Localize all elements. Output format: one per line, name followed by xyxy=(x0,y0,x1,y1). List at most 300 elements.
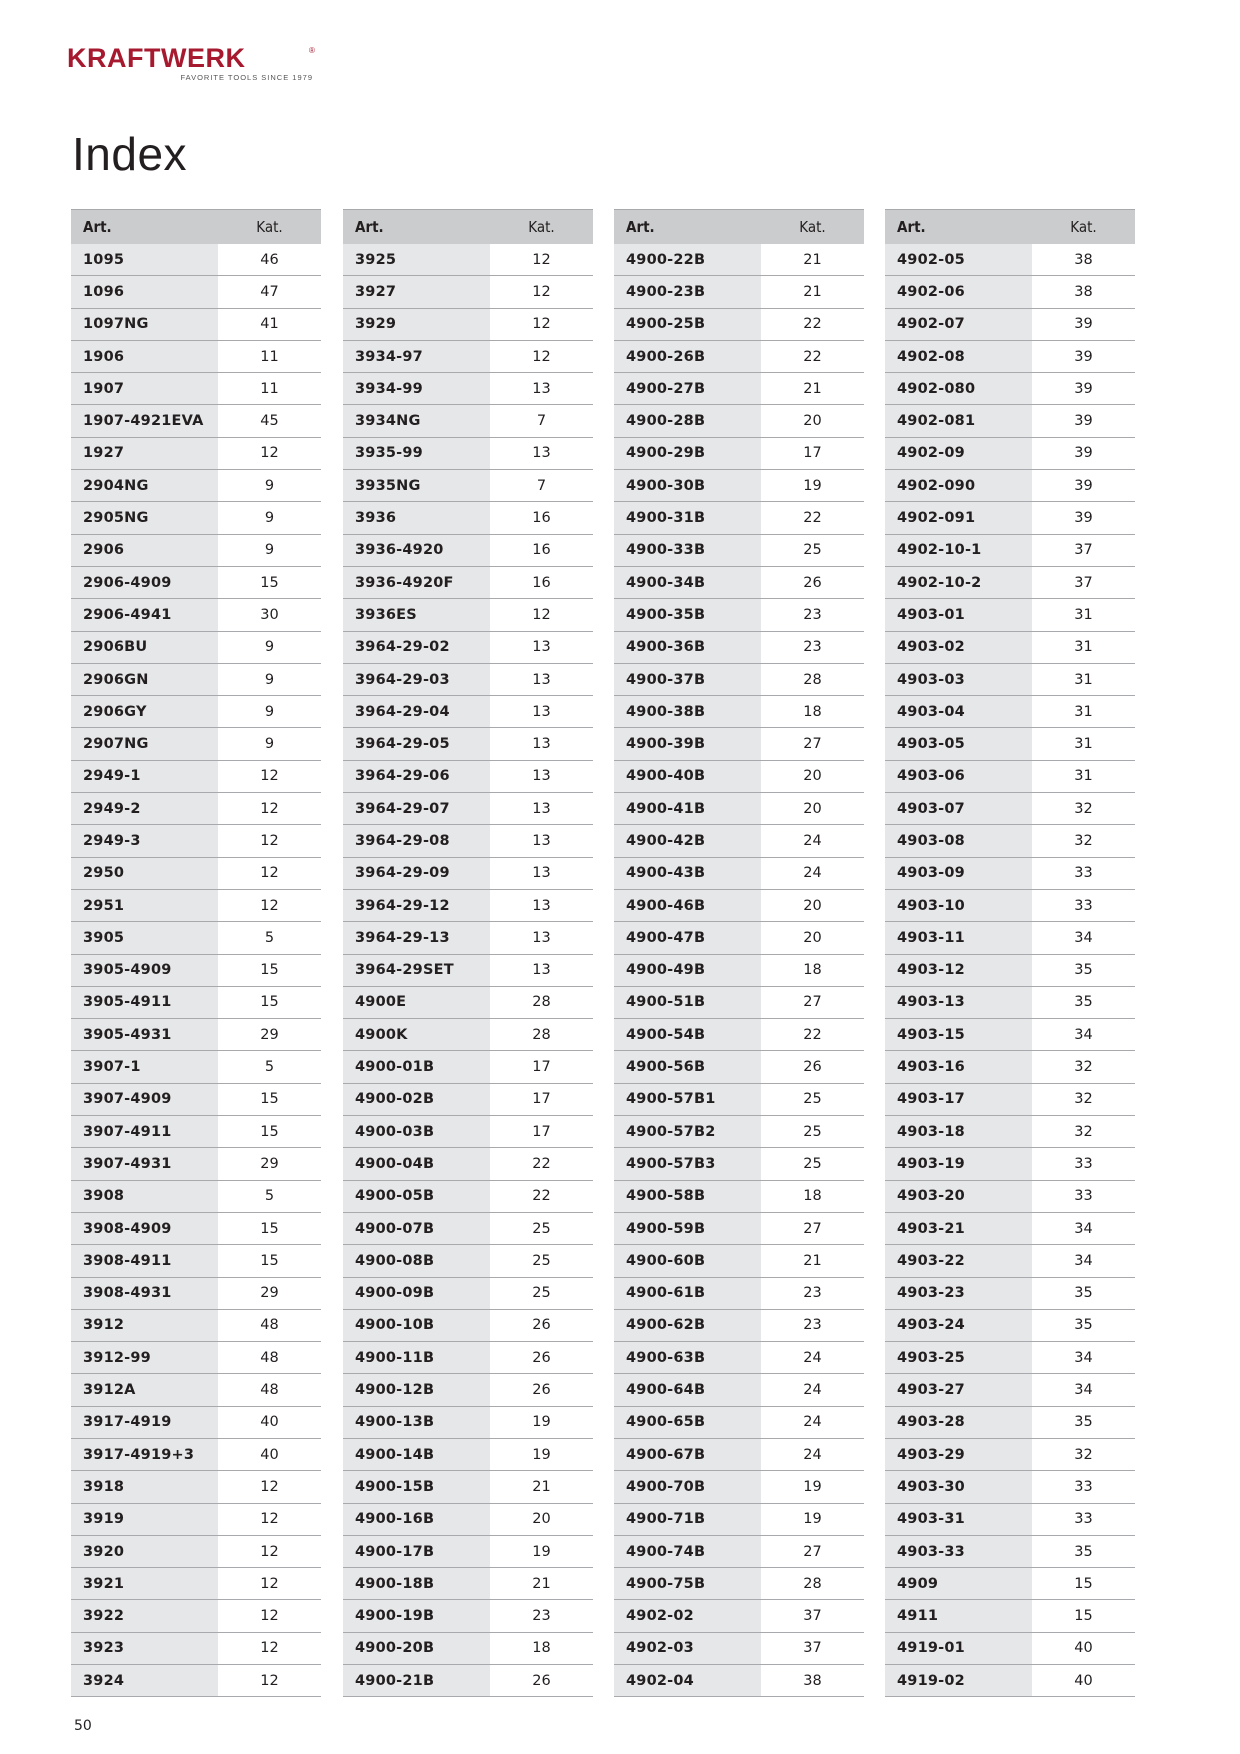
catalog-page: 24 xyxy=(761,825,864,856)
article-number: 4900-30B xyxy=(614,470,761,501)
catalog-page: 12 xyxy=(490,309,593,340)
catalog-page: 32 xyxy=(1032,1439,1135,1470)
article-number: 4900-36B xyxy=(614,632,761,663)
article-number: 4900-01B xyxy=(343,1051,490,1082)
article-number: 4900-08B xyxy=(343,1245,490,1276)
catalog-page: 18 xyxy=(761,696,864,727)
catalog-page: 38 xyxy=(761,1665,864,1696)
article-number: 4900-65B xyxy=(614,1407,761,1438)
catalog-page: 26 xyxy=(490,1342,593,1373)
article-number: 3907-4931 xyxy=(71,1148,218,1179)
article-number: 4900-74B xyxy=(614,1536,761,1567)
table-row xyxy=(71,470,321,502)
catalog-page: 26 xyxy=(490,1665,593,1696)
table-row xyxy=(71,502,321,534)
article-number: 4902-080 xyxy=(885,373,1032,404)
table-row xyxy=(614,1148,864,1180)
catalog-page: 23 xyxy=(761,1310,864,1341)
table-row xyxy=(885,1245,1135,1277)
article-number: 4911 xyxy=(885,1600,1032,1631)
table-row xyxy=(343,1245,593,1277)
page-title: Index xyxy=(72,128,188,180)
table-row xyxy=(885,632,1135,664)
catalog-page: 13 xyxy=(490,922,593,953)
article-number: 4909 xyxy=(885,1568,1032,1599)
catalog-page: 48 xyxy=(218,1374,321,1405)
table-row xyxy=(885,1148,1135,1180)
table-row xyxy=(614,502,864,534)
table-row xyxy=(343,793,593,825)
catalog-page: 19 xyxy=(490,1439,593,1470)
catalog-page: 25 xyxy=(761,535,864,566)
catalog-page: 31 xyxy=(1032,632,1135,663)
table-row xyxy=(71,1148,321,1180)
table-header xyxy=(71,209,321,244)
table-row xyxy=(71,1633,321,1665)
catalog-page: 12 xyxy=(218,1471,321,1502)
catalog-page: 26 xyxy=(490,1374,593,1405)
table-row xyxy=(343,1084,593,1116)
article-number: 4903-24 xyxy=(885,1310,1032,1341)
catalog-page: 24 xyxy=(761,1374,864,1405)
table-row xyxy=(885,793,1135,825)
article-number: 3964-29-05 xyxy=(343,728,490,759)
article-number: 4900-11B xyxy=(343,1342,490,1373)
table-row xyxy=(614,632,864,664)
article-number: 3917-4919+3 xyxy=(71,1439,218,1470)
table-row xyxy=(885,309,1135,341)
article-number: 4903-11 xyxy=(885,922,1032,953)
table-row xyxy=(71,1439,321,1471)
catalog-page: 21 xyxy=(761,276,864,307)
catalog-page: 25 xyxy=(761,1116,864,1147)
article-number: 4903-21 xyxy=(885,1213,1032,1244)
article-number: 4903-15 xyxy=(885,1019,1032,1050)
table-row xyxy=(343,1278,593,1310)
catalog-page: 31 xyxy=(1032,696,1135,727)
article-number: 4900-42B xyxy=(614,825,761,856)
article-number: 4919-02 xyxy=(885,1665,1032,1696)
article-number: 4900-58B xyxy=(614,1181,761,1212)
catalog-page: 24 xyxy=(761,1439,864,1470)
table-row xyxy=(614,309,864,341)
catalog-page: 28 xyxy=(490,987,593,1018)
article-number: 3927 xyxy=(343,276,490,307)
table-row xyxy=(885,1051,1135,1083)
catalog-page: 12 xyxy=(218,761,321,792)
article-number: 2951 xyxy=(71,890,218,921)
table-row xyxy=(614,890,864,922)
catalog-page: 24 xyxy=(761,1407,864,1438)
article-number: 4900-34B xyxy=(614,567,761,598)
catalog-page: 39 xyxy=(1032,470,1135,501)
table-row xyxy=(71,728,321,760)
article-number: 3964-29SET xyxy=(343,955,490,986)
article-number: 4900-57B2 xyxy=(614,1116,761,1147)
table-row xyxy=(885,1278,1135,1310)
table-row xyxy=(614,438,864,470)
catalog-page: 37 xyxy=(761,1600,864,1631)
article-number: 4903-29 xyxy=(885,1439,1032,1470)
article-number: 4902-06 xyxy=(885,276,1032,307)
table-row xyxy=(885,1084,1135,1116)
index-table-4 xyxy=(885,209,1135,1697)
catalog-page: 5 xyxy=(218,1181,321,1212)
table-row xyxy=(885,1407,1135,1439)
catalog-page: 38 xyxy=(1032,276,1135,307)
catalog-page: 29 xyxy=(218,1278,321,1309)
catalog-page: 25 xyxy=(761,1084,864,1115)
table-row xyxy=(614,696,864,728)
table-row xyxy=(885,664,1135,696)
catalog-page: 16 xyxy=(490,567,593,598)
table-row xyxy=(343,955,593,987)
article-number: 3964-29-04 xyxy=(343,696,490,727)
article-number: 3905-4909 xyxy=(71,955,218,986)
table-row xyxy=(71,1407,321,1439)
article-number: 4900-41B xyxy=(614,793,761,824)
catalog-page: 29 xyxy=(218,1019,321,1050)
article-number: 3919 xyxy=(71,1504,218,1535)
article-number: 4900-38B xyxy=(614,696,761,727)
table-row xyxy=(343,1051,593,1083)
article-number: 4919-01 xyxy=(885,1633,1032,1664)
article-number: 3964-29-03 xyxy=(343,664,490,695)
catalog-page: 12 xyxy=(218,1504,321,1535)
article-number: 4900-57B1 xyxy=(614,1084,761,1115)
catalog-page: 33 xyxy=(1032,1148,1135,1179)
table-row xyxy=(71,276,321,308)
article-number: 3936 xyxy=(343,502,490,533)
article-number: 3918 xyxy=(71,1471,218,1502)
table-row xyxy=(614,825,864,857)
catalog-page: 17 xyxy=(490,1116,593,1147)
catalog-page: 12 xyxy=(218,890,321,921)
article-number: 1907-4921EVA xyxy=(71,405,218,436)
article-number: 4903-01 xyxy=(885,599,1032,630)
article-number: 4900-03B xyxy=(343,1116,490,1147)
article-number: 3925 xyxy=(343,244,490,275)
article-number: 3935-99 xyxy=(343,438,490,469)
table-row xyxy=(885,1342,1135,1374)
article-number: 4900-59B xyxy=(614,1213,761,1244)
article-number: 3908-4909 xyxy=(71,1213,218,1244)
table-row xyxy=(885,1471,1135,1503)
catalog-page: 15 xyxy=(218,1213,321,1244)
table-row xyxy=(343,664,593,696)
article-number: 4903-06 xyxy=(885,761,1032,792)
table-row xyxy=(71,890,321,922)
table-row xyxy=(614,535,864,567)
brand-wordmark: KRAFTWERK xyxy=(67,43,246,73)
catalog-page: 25 xyxy=(490,1213,593,1244)
article-number: 4903-25 xyxy=(885,1342,1032,1373)
table-row xyxy=(343,1471,593,1503)
article-number: 3964-29-12 xyxy=(343,890,490,921)
table-row xyxy=(885,890,1135,922)
table-row xyxy=(614,1278,864,1310)
article-number: 3923 xyxy=(71,1633,218,1664)
table-row xyxy=(71,664,321,696)
article-number: 2906GY xyxy=(71,696,218,727)
article-number: 4900-60B xyxy=(614,1245,761,1276)
article-number: 4900-64B xyxy=(614,1374,761,1405)
table-row xyxy=(343,1019,593,1051)
article-number: 4902-07 xyxy=(885,309,1032,340)
table-row xyxy=(885,276,1135,308)
catalog-page: 22 xyxy=(761,309,864,340)
table-row xyxy=(343,276,593,308)
article-number: 2906 xyxy=(71,535,218,566)
article-number: 4903-23 xyxy=(885,1278,1032,1309)
article-number: 3905 xyxy=(71,922,218,953)
article-number: 4900-37B xyxy=(614,664,761,695)
catalog-page: 28 xyxy=(761,664,864,695)
article-number: 3921 xyxy=(71,1568,218,1599)
article-number: 4902-09 xyxy=(885,438,1032,469)
table-row xyxy=(71,1310,321,1342)
catalog-page: 13 xyxy=(490,955,593,986)
article-number: 3936-4920 xyxy=(343,535,490,566)
article-number: 3908 xyxy=(71,1181,218,1212)
article-number: 4900-71B xyxy=(614,1504,761,1535)
header-art: Art. xyxy=(897,218,926,236)
catalog-page: 15 xyxy=(218,567,321,598)
table-row xyxy=(614,1633,864,1665)
article-number: 4900-40B xyxy=(614,761,761,792)
table-row xyxy=(343,1536,593,1568)
catalog-page: 22 xyxy=(761,1019,864,1050)
article-number: 2905NG xyxy=(71,502,218,533)
catalog-page: 32 xyxy=(1032,793,1135,824)
table-row xyxy=(71,599,321,631)
article-number: 4900-33B xyxy=(614,535,761,566)
table-row xyxy=(885,696,1135,728)
catalog-page: 21 xyxy=(490,1568,593,1599)
table-row xyxy=(343,244,593,276)
table-row xyxy=(71,793,321,825)
catalog-page: 17 xyxy=(761,438,864,469)
catalog-page: 19 xyxy=(761,470,864,501)
catalog-page: 21 xyxy=(761,244,864,275)
article-number: 4900-10B xyxy=(343,1310,490,1341)
table-row xyxy=(71,1665,321,1697)
article-number: 4900-13B xyxy=(343,1407,490,1438)
table-row xyxy=(885,761,1135,793)
table-row xyxy=(614,244,864,276)
catalog-page: 24 xyxy=(761,858,864,889)
catalog-page: 23 xyxy=(761,1278,864,1309)
catalog-page: 18 xyxy=(761,955,864,986)
table-row xyxy=(614,405,864,437)
catalog-page: 18 xyxy=(490,1633,593,1664)
table-row xyxy=(614,664,864,696)
catalog-page: 35 xyxy=(1032,1536,1135,1567)
table-row xyxy=(71,761,321,793)
table-row xyxy=(343,1504,593,1536)
table-row xyxy=(343,1181,593,1213)
article-number: 3920 xyxy=(71,1536,218,1567)
index-table-3 xyxy=(614,209,864,1697)
table-row xyxy=(71,535,321,567)
table-row xyxy=(614,1374,864,1406)
index-table-2 xyxy=(343,209,593,1697)
catalog-page: 20 xyxy=(761,761,864,792)
article-number: 4900-49B xyxy=(614,955,761,986)
catalog-page: 13 xyxy=(490,825,593,856)
catalog-page: 15 xyxy=(218,1245,321,1276)
catalog-page: 40 xyxy=(1032,1633,1135,1664)
table-row xyxy=(343,922,593,954)
article-number: 3934NG xyxy=(343,405,490,436)
catalog-page: 13 xyxy=(490,890,593,921)
header-kat: Kat. xyxy=(799,218,826,236)
catalog-page: 32 xyxy=(1032,1051,1135,1082)
registered-mark: ® xyxy=(309,46,315,55)
catalog-page: 34 xyxy=(1032,1342,1135,1373)
table-row xyxy=(614,987,864,1019)
catalog-page: 46 xyxy=(218,244,321,275)
table-row xyxy=(614,1245,864,1277)
table-row xyxy=(885,858,1135,890)
table-row xyxy=(71,1051,321,1083)
table-row xyxy=(885,1310,1135,1342)
catalog-page: 13 xyxy=(490,632,593,663)
catalog-page: 15 xyxy=(1032,1600,1135,1631)
catalog-page: 13 xyxy=(490,373,593,404)
article-number: 1927 xyxy=(71,438,218,469)
table-row xyxy=(885,599,1135,631)
article-number: 4902-090 xyxy=(885,470,1032,501)
article-number: 4900-04B xyxy=(343,1148,490,1179)
article-number: 4900-26B xyxy=(614,341,761,372)
table-row xyxy=(885,922,1135,954)
article-number: 4903-27 xyxy=(885,1374,1032,1405)
table-row xyxy=(885,825,1135,857)
catalog-page: 12 xyxy=(218,825,321,856)
table-row xyxy=(71,438,321,470)
catalog-page: 39 xyxy=(1032,405,1135,436)
table-row xyxy=(343,728,593,760)
catalog-page: 17 xyxy=(490,1084,593,1115)
table-row xyxy=(343,599,593,631)
table-row xyxy=(71,309,321,341)
article-number: 3964-29-09 xyxy=(343,858,490,889)
catalog-page: 21 xyxy=(761,373,864,404)
catalog-page: 35 xyxy=(1032,1310,1135,1341)
catalog-page: 19 xyxy=(761,1471,864,1502)
catalog-page: 16 xyxy=(490,502,593,533)
table-row xyxy=(614,858,864,890)
article-number: 3924 xyxy=(71,1665,218,1696)
catalog-page: 35 xyxy=(1032,1407,1135,1438)
table-row xyxy=(343,1374,593,1406)
catalog-page: 20 xyxy=(490,1504,593,1535)
article-number: 3905-4931 xyxy=(71,1019,218,1050)
article-number: 4900-12B xyxy=(343,1374,490,1405)
catalog-page: 33 xyxy=(1032,890,1135,921)
article-number: 3934-99 xyxy=(343,373,490,404)
article-number: 4900-43B xyxy=(614,858,761,889)
catalog-page: 9 xyxy=(218,728,321,759)
table-row xyxy=(614,1568,864,1600)
table-row xyxy=(71,825,321,857)
page-number: 50 xyxy=(74,1718,92,1734)
table-row xyxy=(343,825,593,857)
article-number: 3907-1 xyxy=(71,1051,218,1082)
table-row xyxy=(343,373,593,405)
article-number: 4903-10 xyxy=(885,890,1032,921)
catalog-page: 40 xyxy=(218,1407,321,1438)
table-row xyxy=(71,373,321,405)
article-number: 4903-12 xyxy=(885,955,1032,986)
catalog-page: 33 xyxy=(1032,858,1135,889)
table-row xyxy=(614,373,864,405)
table-row xyxy=(885,567,1135,599)
article-number: 4900K xyxy=(343,1019,490,1050)
article-number: 4900-27B xyxy=(614,373,761,404)
table-row xyxy=(343,1310,593,1342)
catalog-page: 5 xyxy=(218,1051,321,1082)
article-number: 4900-14B xyxy=(343,1439,490,1470)
table-row xyxy=(71,1019,321,1051)
article-number: 2906BU xyxy=(71,632,218,663)
article-number: 4903-05 xyxy=(885,728,1032,759)
table-row xyxy=(885,955,1135,987)
article-number: 4900-20B xyxy=(343,1633,490,1664)
table-row xyxy=(343,1342,593,1374)
table-row xyxy=(343,470,593,502)
article-number: 1095 xyxy=(71,244,218,275)
catalog-page: 47 xyxy=(218,276,321,307)
index-table-1 xyxy=(71,209,321,1697)
article-number: 3936-4920F xyxy=(343,567,490,598)
catalog-page: 15 xyxy=(218,987,321,1018)
catalog-page: 31 xyxy=(1032,664,1135,695)
catalog-page: 13 xyxy=(490,728,593,759)
article-number: 2906-4941 xyxy=(71,599,218,630)
article-number: 3908-4911 xyxy=(71,1245,218,1276)
article-number: 4900-21B xyxy=(343,1665,490,1696)
catalog-page: 12 xyxy=(218,1536,321,1567)
catalog-page: 12 xyxy=(490,341,593,372)
table-row xyxy=(71,1471,321,1503)
catalog-page: 23 xyxy=(761,599,864,630)
article-number: 4902-03 xyxy=(614,1633,761,1664)
catalog-page: 20 xyxy=(761,890,864,921)
article-number: 4903-31 xyxy=(885,1504,1032,1535)
table-row xyxy=(71,858,321,890)
article-number: 2904NG xyxy=(71,470,218,501)
catalog-page: 32 xyxy=(1032,1084,1135,1115)
table-row xyxy=(885,728,1135,760)
article-number: 4900-22B xyxy=(614,244,761,275)
catalog-page: 11 xyxy=(218,373,321,404)
table-row xyxy=(614,599,864,631)
article-number: 3912A xyxy=(71,1374,218,1405)
catalog-page: 33 xyxy=(1032,1471,1135,1502)
table-row xyxy=(343,890,593,922)
table-row xyxy=(71,1600,321,1632)
article-number: 1906 xyxy=(71,341,218,372)
article-number: 4903-02 xyxy=(885,632,1032,663)
table-row xyxy=(343,1633,593,1665)
catalog-page: 30 xyxy=(218,599,321,630)
catalog-page: 34 xyxy=(1032,922,1135,953)
catalog-page: 13 xyxy=(490,761,593,792)
article-number: 3917-4919 xyxy=(71,1407,218,1438)
catalog-page: 28 xyxy=(490,1019,593,1050)
